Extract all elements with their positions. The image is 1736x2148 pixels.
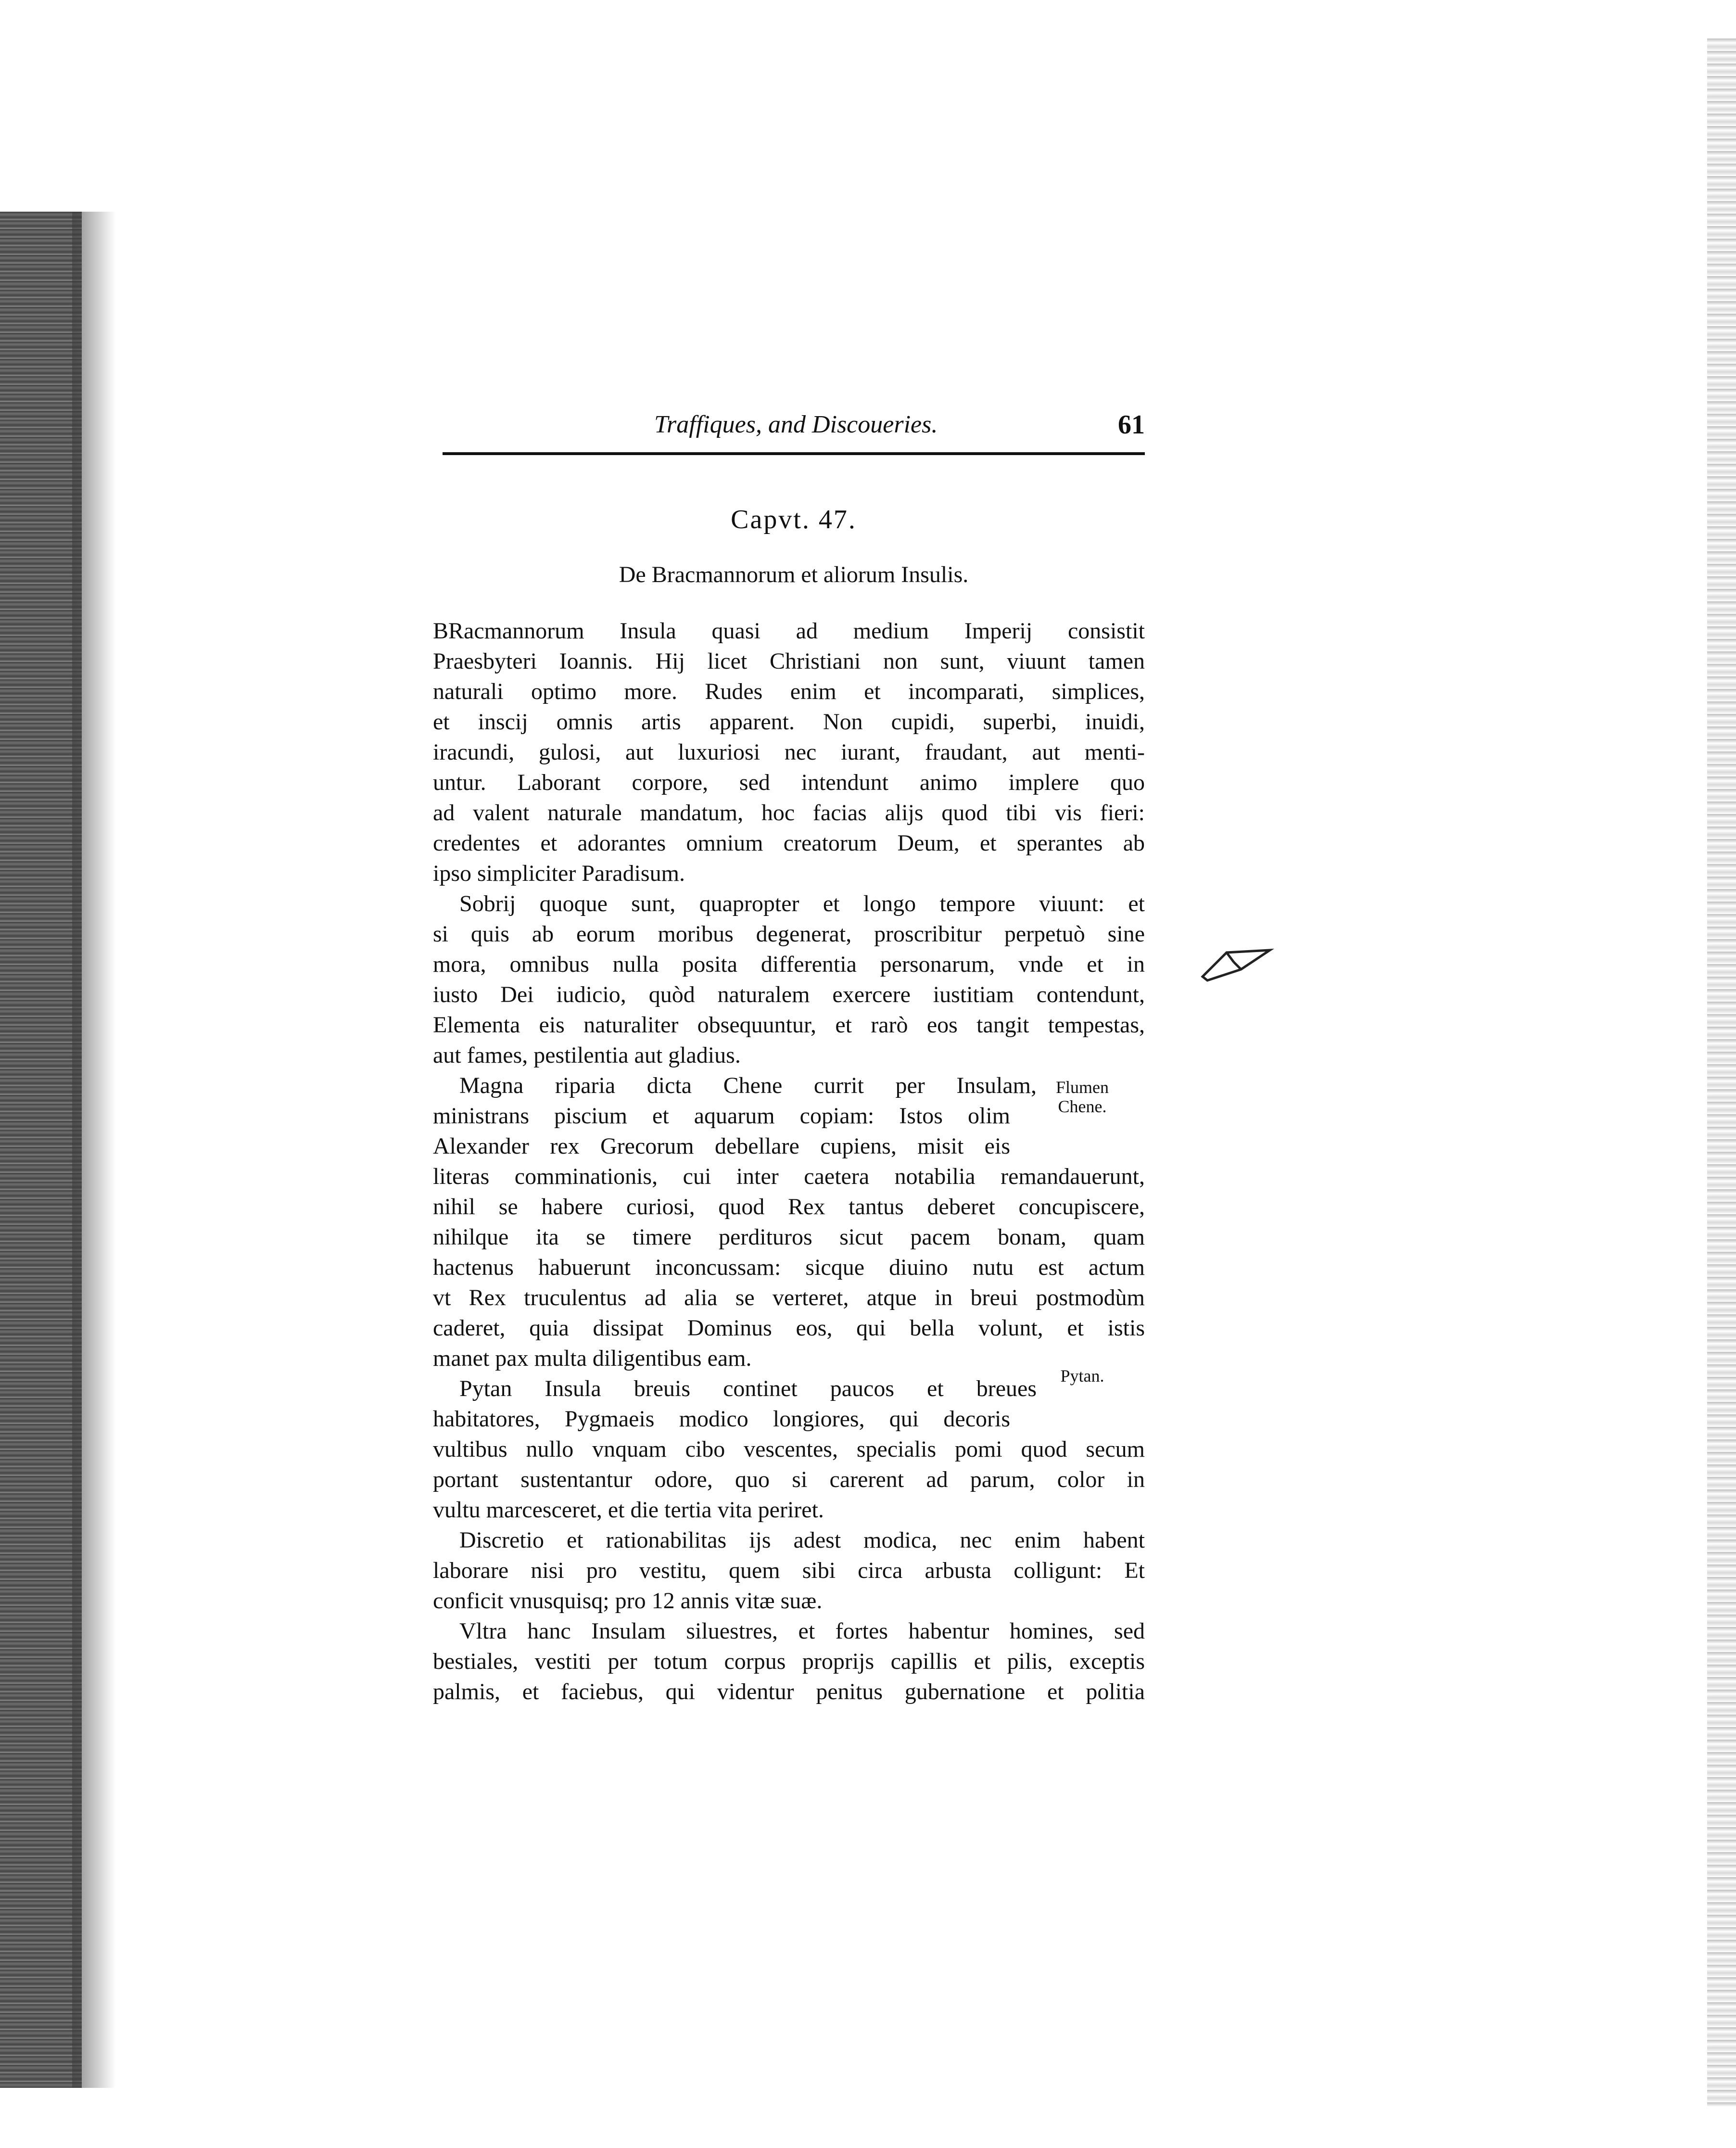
text-line: bestiales, vestiti per totum corpus proprijs capillis et pilis, exceptis xyxy=(433,1649,1145,1674)
chapter-subtitle: De Bracmannorum et aliorum Insulis. xyxy=(619,562,969,587)
text-line: Magna riparia dicta Chene currit per Insulam, xyxy=(459,1073,1037,1098)
text-line: palmis, et faciebus, qui videntur penitus gubernatione et politia xyxy=(433,1679,1145,1704)
text-line: nihilque ita se timere perdituros sicut pacem bonam, quam xyxy=(433,1224,1145,1250)
text-line: aut fames, pestilentia aut gladius. xyxy=(433,1042,741,1068)
text-line: vt Rex truculentus ad alia se verteret, atque in breui postmodùm xyxy=(433,1285,1145,1310)
text-line: Elementa eis naturaliter obsequuntur, et rarò eos tangit tempestas, xyxy=(433,1012,1145,1038)
text-line: habitatores, Pygmaeis modico longiores, qui decoris xyxy=(433,1406,1010,1432)
text-line: caderet, quia dissipat Dominus eos, qui bella volunt, et istis xyxy=(433,1315,1145,1341)
page-edge-shadow xyxy=(0,212,82,2088)
text-line: manet pax multa diligentibus eam. xyxy=(433,1346,752,1371)
text-line: credentes et adorantes omnium creatorum Deum, et sperantes ab xyxy=(433,830,1145,856)
chapter-heading: Capvt. 47. xyxy=(731,505,857,534)
text-line: naturali optimo more. Rudes enim et incomparati, simplices, xyxy=(433,679,1145,704)
text-line: hactenus habuerunt inconcussam: sicque diuino nutu est actum xyxy=(433,1255,1145,1280)
text-line: Pytan Insula breuis continet paucos et breues xyxy=(459,1376,1037,1401)
text-line: iusto Dei iudicio, quòd naturalem exercere iustitiam contendunt, xyxy=(433,982,1145,1007)
text-line: literas comminationis, cui inter caetera notabilia remandauerunt, xyxy=(433,1164,1145,1189)
text-line: untur. Laborant corpore, sed intendunt animo implere quo xyxy=(433,770,1145,795)
text-line: Praesbyteri Ioannis. Hij licet Christiani non sunt, viuunt tamen xyxy=(433,648,1145,674)
text-line: et inscij omnis artis apparent. Non cupidi, superbi, inuidi, xyxy=(433,709,1145,735)
header-rule xyxy=(443,452,1145,455)
running-title: Traffiques, and Discoueries. xyxy=(654,411,938,438)
page-edge-fade xyxy=(72,212,115,2088)
margin-note-flumen xyxy=(1034,1078,1130,1116)
text-line: Alexander rex Grecorum debellare cupiens, misit eis xyxy=(433,1133,1010,1159)
text-line: Vltra hanc Insulam siluestres, et fortes habentur homines, sed xyxy=(459,1618,1145,1644)
text-line: Discretio et rationabilitas ijs adest modica, nec enim habent xyxy=(459,1527,1145,1553)
body-text xyxy=(433,616,1145,1707)
running-header xyxy=(443,407,1145,450)
margin-note-pytan-label: Pytan. xyxy=(1060,1366,1104,1385)
text-line: laborare nisi pro vestitu, quem sibi circa arbusta colligunt: Et xyxy=(433,1558,1145,1583)
text-line: portant sustentantur odore, quo si carerent ad parum, color in xyxy=(433,1467,1145,1492)
text-line: conficit vnusquisq; pro 12 annis vitæ suæ. xyxy=(433,1588,823,1614)
text-line: mora, omnibus nulla posita differentia personarum, vnde et in xyxy=(433,952,1145,977)
text-line: vultu marcesceret, et die tertia vita periret. xyxy=(433,1497,824,1523)
margin-note-flumen-line2: Chene. xyxy=(1058,1097,1107,1116)
text-line: ad valent naturale mandatum, hoc facias alijs quod tibi vis fieri: xyxy=(433,800,1145,826)
page-number: 61 xyxy=(1118,410,1145,440)
text-line: nihil se habere curiosi, quod Rex tantus deberet concupiscere, xyxy=(433,1194,1145,1220)
text-line: vultibus nullo vnquam cibo vescentes, specialis pomi quod secum xyxy=(433,1436,1145,1462)
text-line: BRacmannorum Insula quasi ad medium Imperij consistit xyxy=(433,618,1145,644)
text-line: Sobrij quoque sunt, quapropter et longo tempore viuunt: et xyxy=(459,891,1145,916)
text-line: ministrans piscium et aquarum copiam: Istos olim xyxy=(433,1103,1010,1129)
text-line: ipso simpliciter Paradisum. xyxy=(433,861,685,886)
right-margin-speckle xyxy=(1707,38,1736,2107)
margin-note-flumen-line1: Flumen xyxy=(1055,1078,1109,1097)
text-line: si quis ab eorum moribus degenerat, proscribitur perpetuò sine xyxy=(433,921,1145,947)
text-line: iracundi, gulosi, aut luxuriosi nec iurant, fraudant, aut menti- xyxy=(433,739,1145,765)
pencil-mark-icon xyxy=(1198,943,1280,986)
margin-note-pytan xyxy=(1039,1366,1126,1385)
